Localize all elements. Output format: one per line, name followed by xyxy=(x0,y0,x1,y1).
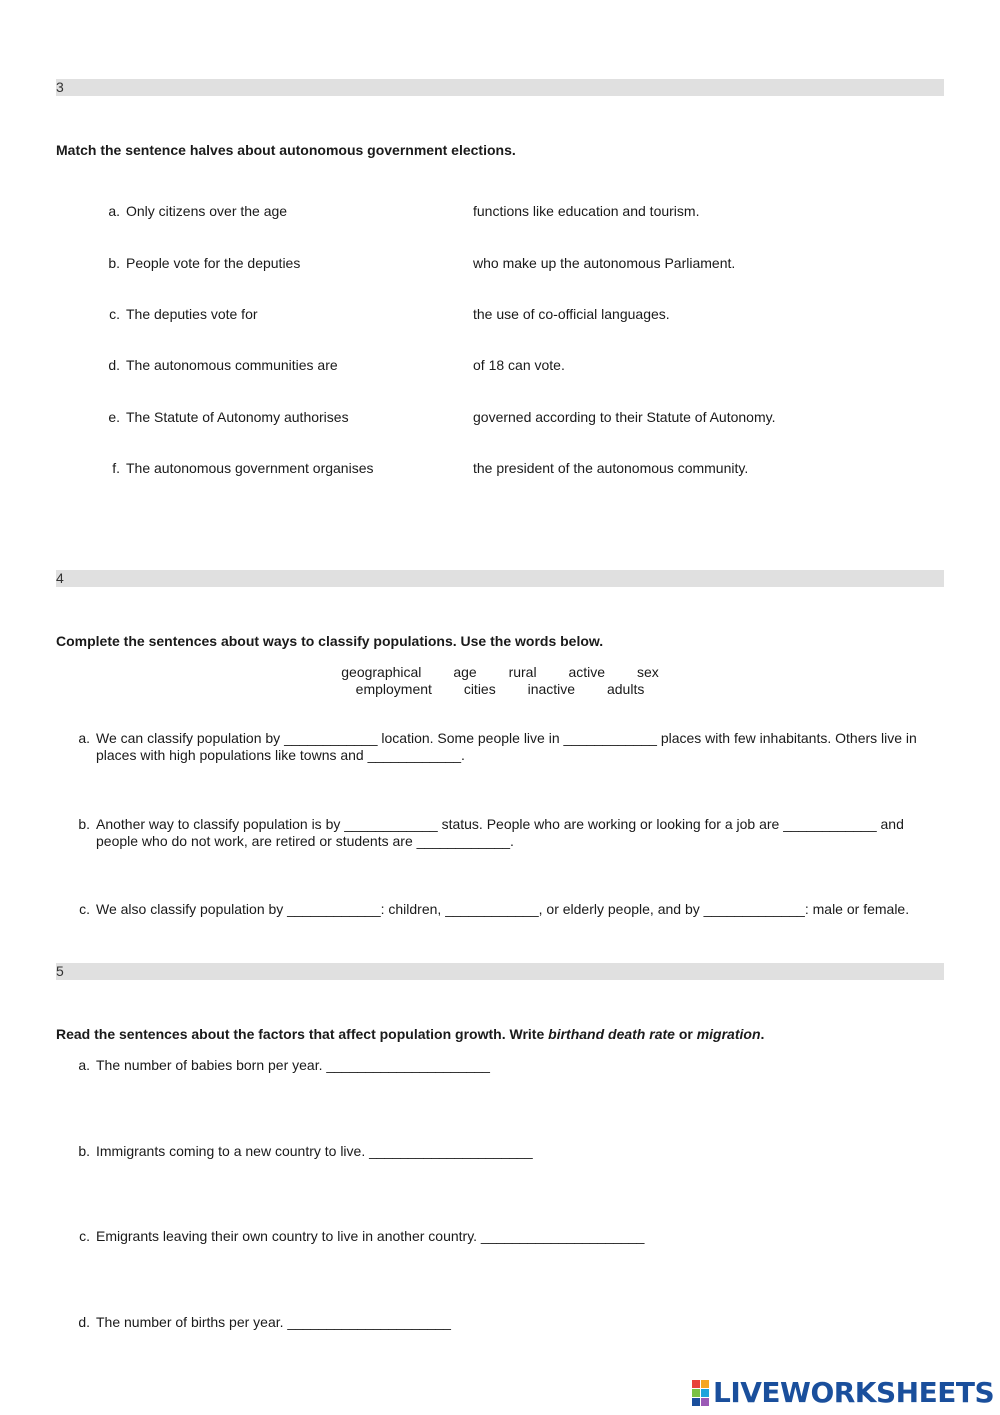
word-bank-item: adults xyxy=(606,681,645,697)
section-4-header-bar xyxy=(56,570,944,587)
word-bank-item: age xyxy=(453,664,477,680)
match-right-item[interactable]: the president of the autonomous community. xyxy=(473,460,749,476)
answer-question[interactable]: c. Emigrants leaving their own country to live in another country. _____________________ xyxy=(79,1228,645,1244)
section-5-instruction: Read the sentences about the factors that affect population growth. Write birthand death rate or migration. xyxy=(56,1026,765,1042)
section-3-instruction: Match the sentence halves about autonomous government elections. xyxy=(56,142,516,158)
logo-grid-icon xyxy=(692,1380,709,1406)
word-bank-item: inactive xyxy=(527,681,576,697)
fill-blank-question[interactable]: a. We can classify population by ____________ location. Some people live in ____________ places with few inhabitants. Others live in places with high populations like towns and ____________. xyxy=(78,730,917,763)
section-number: 3 xyxy=(56,79,64,95)
word-bank-item: sex xyxy=(636,664,659,680)
word-bank-item: geographical xyxy=(341,664,422,680)
fill-blank-question[interactable]: b. Another way to classify population is by ____________ status. People who are working or looking for a job are ____________ and people who do not work, are retired or students are ____________. xyxy=(78,816,904,849)
word-bank-item: active xyxy=(568,664,606,680)
word-bank-row-2 xyxy=(0,681,1000,698)
liveworksheets-logo[interactable] xyxy=(692,1376,994,1409)
answer-question[interactable]: d. The number of births per year. _____________________ xyxy=(78,1314,451,1330)
word-bank-row-1 xyxy=(0,664,1000,681)
section-4-instruction: Complete the sentences about ways to classify populations. Use the words below. xyxy=(56,633,604,649)
word-bank-item: cities xyxy=(463,681,496,697)
word-bank-item: rural xyxy=(508,664,537,680)
logo-text: LIVEWORKSHEETS xyxy=(713,1376,995,1409)
match-right-item[interactable]: of 18 can vote. xyxy=(473,357,565,373)
match-right-item[interactable]: the use of co-official languages. xyxy=(473,306,670,322)
word-bank-item: employment xyxy=(355,681,432,697)
section-number: 4 xyxy=(56,570,64,586)
match-right-item[interactable]: governed according to their Statute of Autonomy. xyxy=(473,409,776,425)
section-3-header-bar xyxy=(56,79,944,96)
fill-blank-question[interactable]: c. We also classify population by ____________: children, ____________, or elderly people, and by _____________: male or female. xyxy=(79,901,910,917)
section-number: 5 xyxy=(56,963,64,979)
section-5-header-bar xyxy=(56,963,944,980)
answer-question[interactable]: b. Immigrants coming to a new country to live. _____________________ xyxy=(78,1143,533,1159)
match-right-item[interactable]: who make up the autonomous Parliament. xyxy=(473,255,736,271)
answer-question[interactable]: a. The number of babies born per year. _____________________ xyxy=(78,1057,490,1073)
match-right-item[interactable]: functions like education and tourism. xyxy=(473,203,700,219)
